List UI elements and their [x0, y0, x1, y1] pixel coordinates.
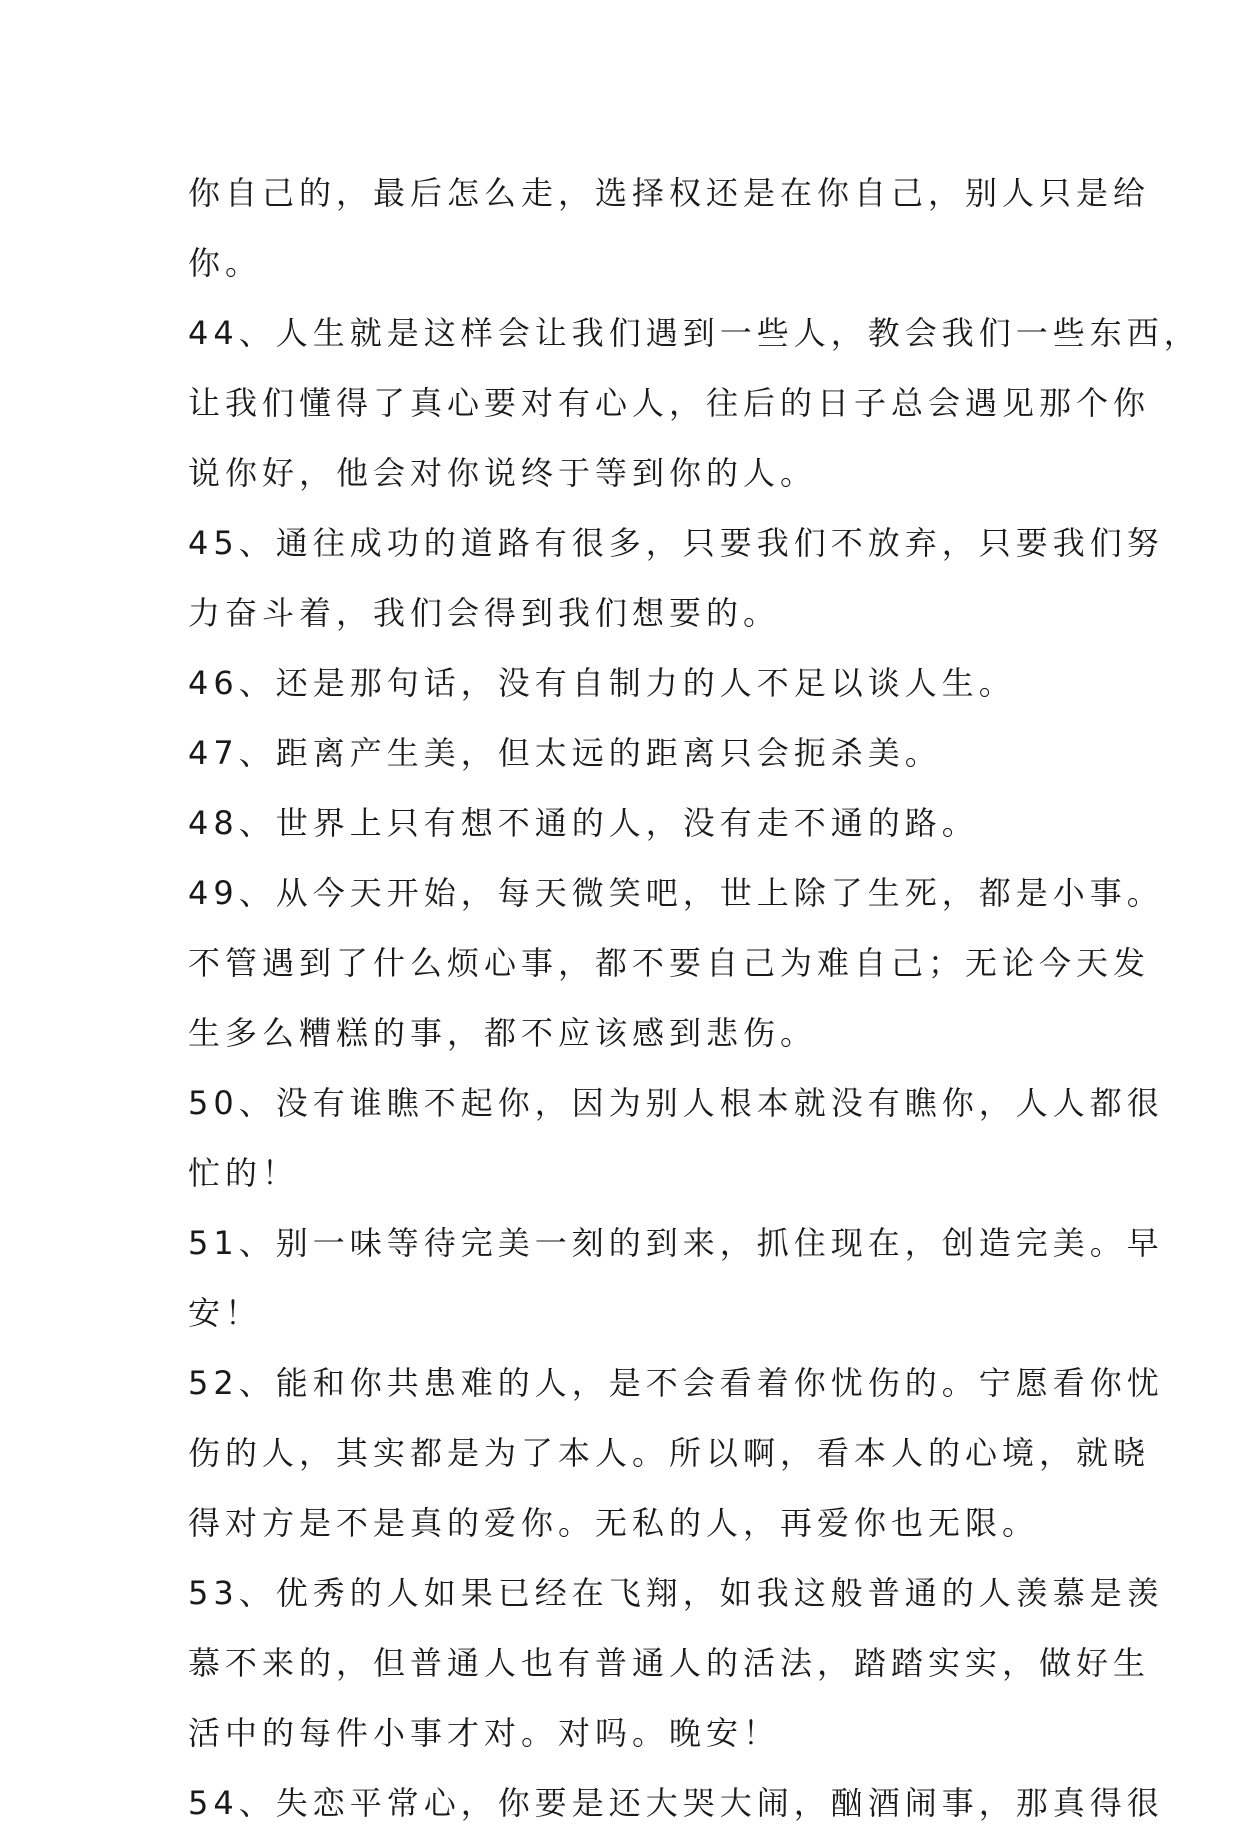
text-line: 伤的人，其实都是为了本人。所以啊，看本人的心境，就晓 [188, 1434, 1151, 1472]
text-line: 52、能和你共患难的人，是不会看着你忧伤的。宁愿看你忧 [188, 1364, 1164, 1402]
text-line: 54、失恋平常心，你要是还大哭大闹，酗酒闹事，那真得很 [188, 1784, 1164, 1822]
text-line: 忙的！ [188, 1154, 300, 1192]
text-line: 50、没有谁瞧不起你，因为别人根本就没有瞧你，人人都很 [188, 1084, 1164, 1122]
text-line: 47、距离产生美，但太远的距离只会扼杀美。 [188, 734, 942, 772]
text-line: 49、从今天开始，每天微笑吧，世上除了生死，都是小事。 [188, 874, 1164, 912]
text-line: 说你好，他会对你说终于等到你的人。 [188, 454, 818, 492]
text-line: 慕不来的，但普通人也有普通人的活法，踏踏实实，做好生 [188, 1644, 1151, 1682]
text-line: 安！ [188, 1294, 263, 1332]
text-line: 44、人生就是这样会让我们遇到一些人，教会我们一些东西， [188, 314, 1201, 352]
body-text [188, 158, 1201, 1838]
text-line: 46、还是那句话，没有自制力的人不足以谈人生。 [188, 664, 1016, 702]
text-line: 不管遇到了什么烦心事，都不要自己为难自己；无论今天发 [188, 944, 1151, 982]
text-line: 力奋斗着，我们会得到我们想要的。 [188, 594, 781, 632]
text-line: 让我们懂得了真心要对有心人，往后的日子总会遇见那个你 [188, 384, 1151, 422]
text-line: 活中的每件小事才对。对吗。晚安！ [188, 1714, 781, 1752]
text-line: 53、优秀的人如果已经在飞翔，如我这般普通的人羡慕是羡 [188, 1574, 1164, 1612]
text-line: 得对方是不是真的爱你。无私的人，再爱你也无限。 [188, 1504, 1040, 1542]
text-line: 你。 [188, 244, 263, 282]
text-line: 51、别一味等待完美一刻的到来，抓住现在，创造完美。早 [188, 1224, 1164, 1262]
text-line: 生多么糟糕的事，都不应该感到悲伤。 [188, 1014, 818, 1052]
text-line: 45、通往成功的道路有很多，只要我们不放弃，只要我们努 [188, 524, 1164, 562]
text-line: 48、世界上只有想不通的人，没有走不通的路。 [188, 804, 979, 842]
text-line: 你自己的，最后怎么走，选择权还是在你自己，别人只是给 [188, 174, 1151, 212]
